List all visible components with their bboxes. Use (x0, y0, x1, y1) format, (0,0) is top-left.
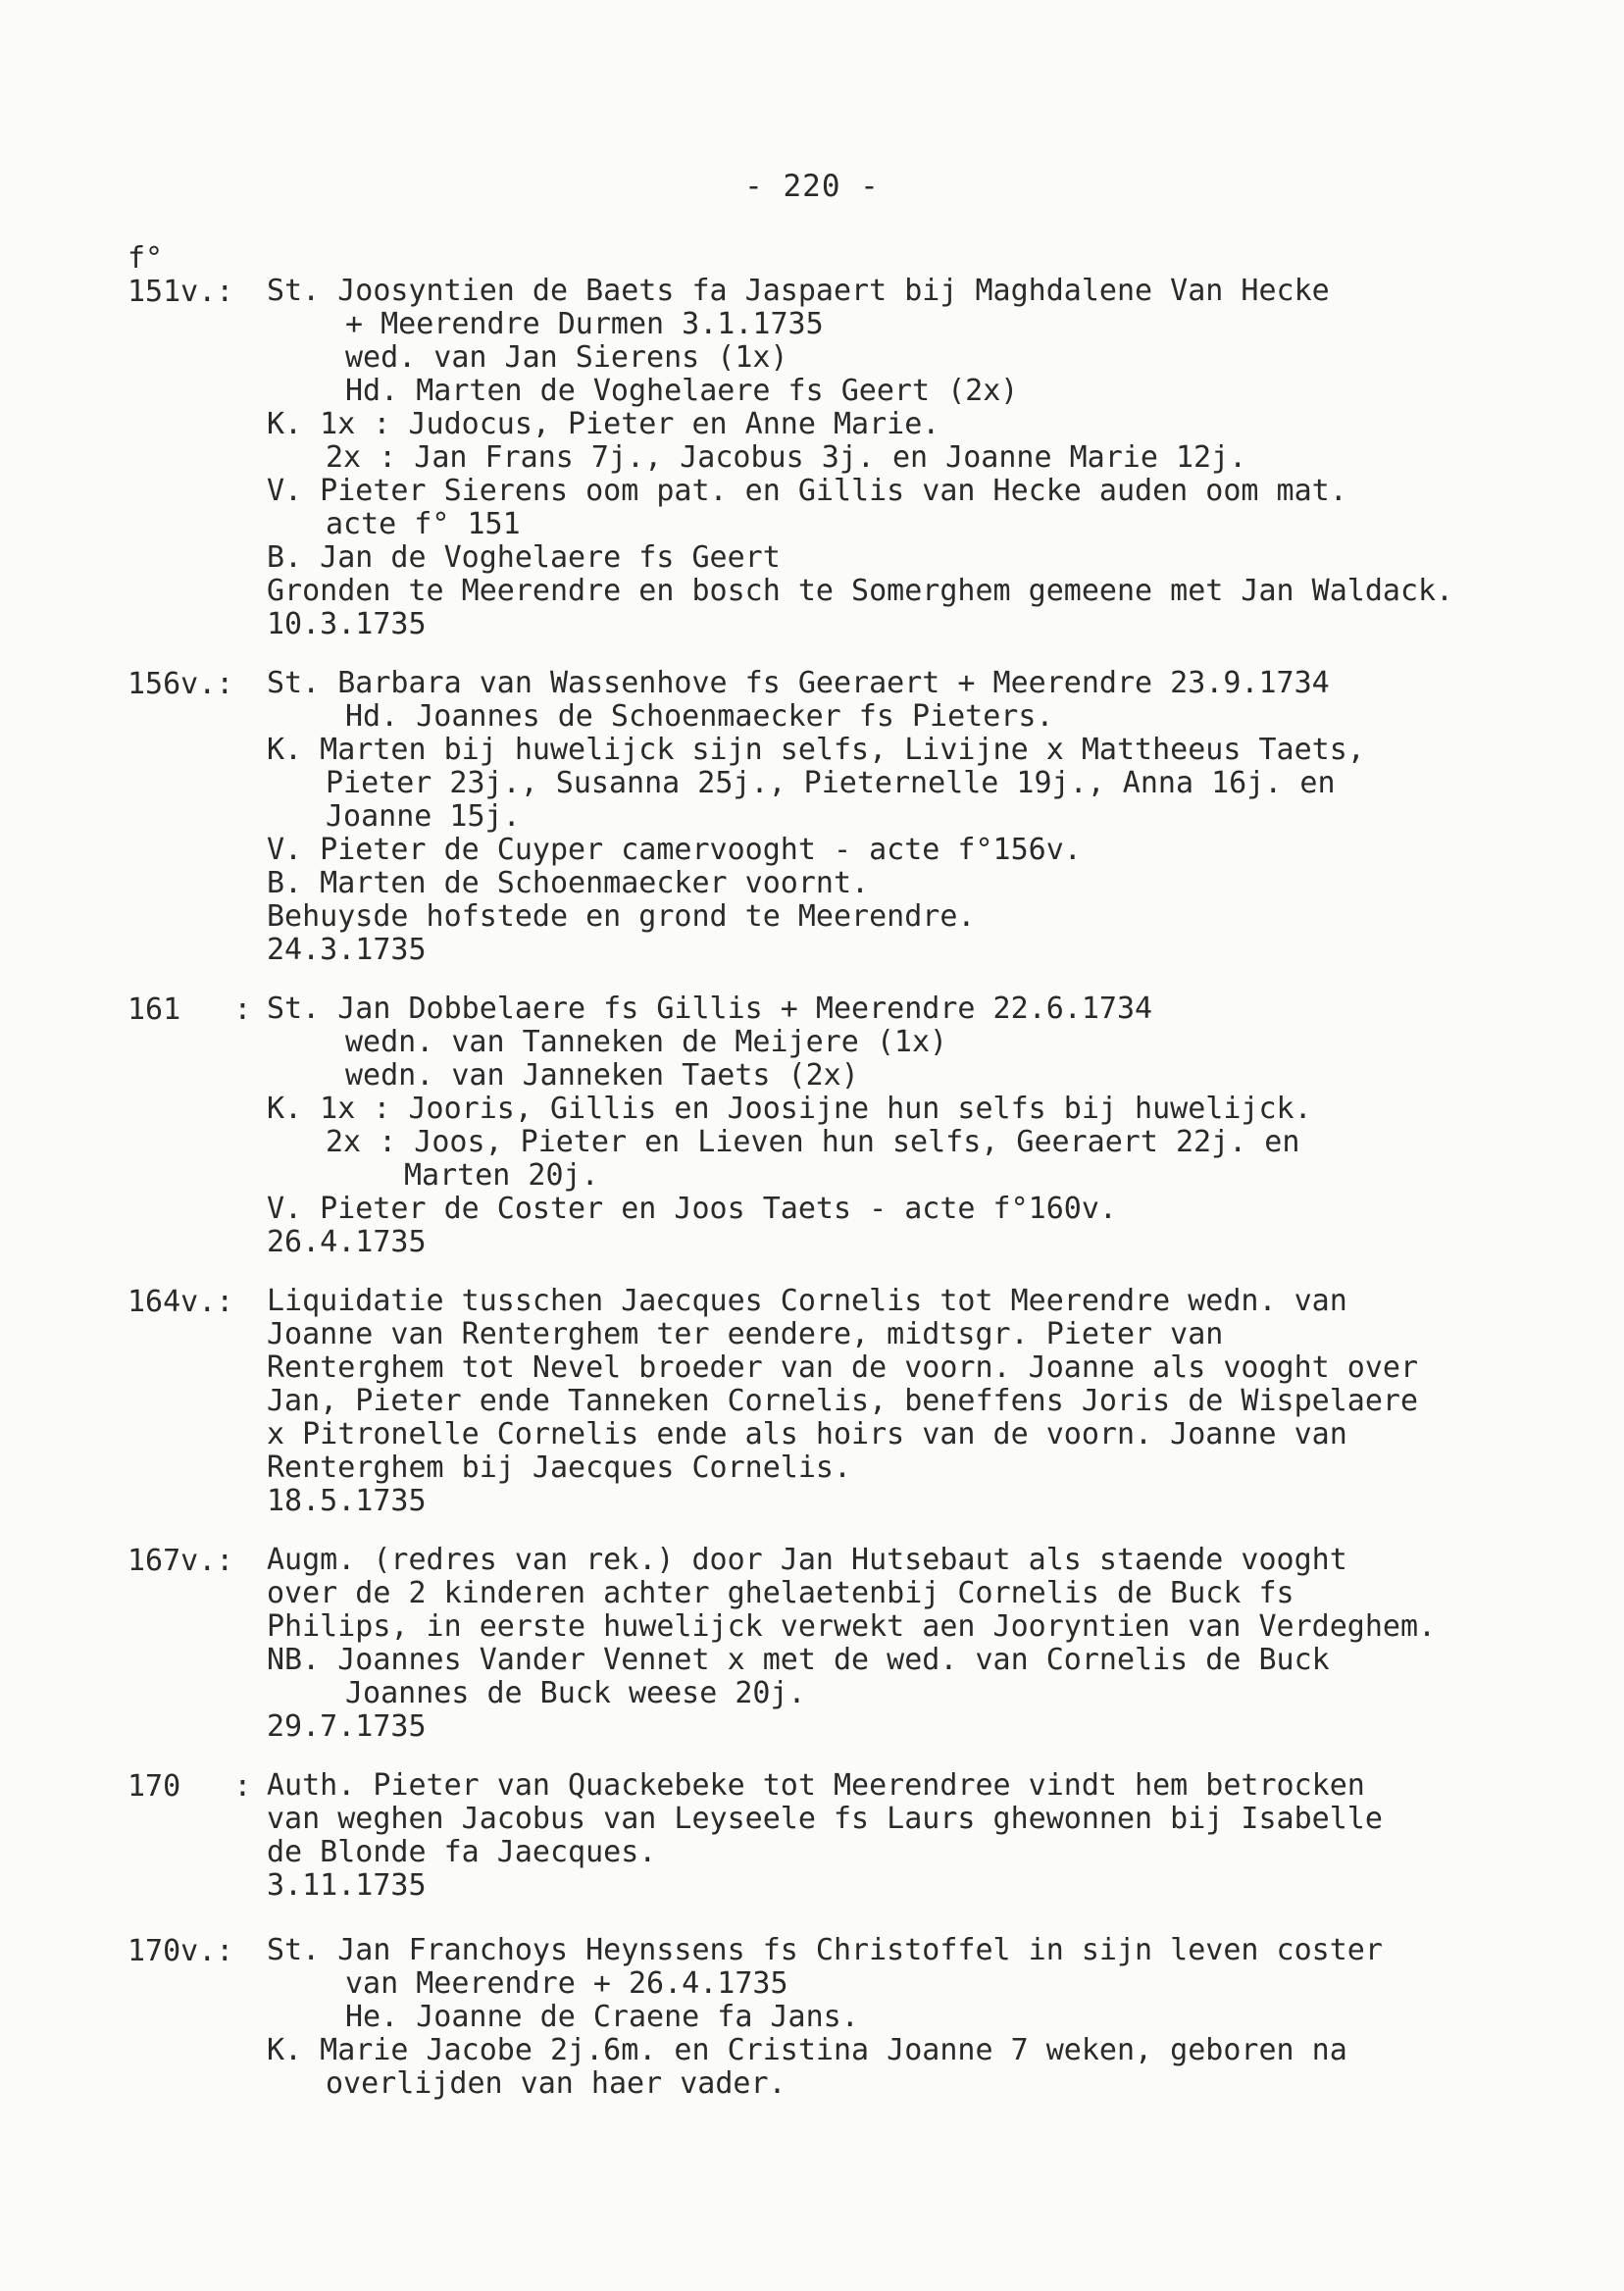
entry-date: 24.3.1735 (267, 933, 427, 967)
entry-date: 26.4.1735 (267, 1225, 427, 1259)
entry-line: B. Marten de Schoenmaecker voornt. (267, 866, 870, 900)
entry-line: Augm. (redres van rek.) door Jan Hutsebaut als staende vooght (267, 1543, 1347, 1577)
entry-text (267, 1934, 1383, 2101)
entry-line: K. 1x : Judocus, Pieter en Anne Marie. (267, 407, 940, 441)
entry-line: acte f° 151 (326, 507, 521, 541)
entry-line: St. Joosyntien de Baets fa Jaspaert bij Maghdalene Van Hecke (267, 274, 1330, 308)
entry-date: 18.5.1735 (267, 1484, 427, 1518)
entry-text (267, 993, 1312, 1259)
entry-line: Gronden te Meerendre en bosch te Somerghem gemeene met Jan Waldack. (267, 574, 1454, 608)
entry-text (267, 1544, 1436, 1744)
entry-line: x Pitronelle Cornelis ende als hoirs van de voorn. Joanne van (267, 1417, 1347, 1451)
entry-line: Hd. Joannes de Schoenmaecker fs Pieters. (345, 699, 1054, 734)
entry-line: V. Pieter de Cuyper camervooght - acte f°156v. (267, 833, 1082, 867)
entry-line: St. Jan Franchoys Heynssens fs Christoffel in sijn leven coster (267, 1933, 1383, 1967)
entry-line: St. Barbara van Wassenhove fs Geeraert + Meerendre 23.9.1734 (267, 666, 1330, 700)
entry-line: Auth. Pieter van Quackebeke tot Meerendree vindt hem betrocken (267, 1768, 1365, 1803)
entry-line: V. Pieter de Coster en Joos Taets - acte f°160v. (267, 1192, 1117, 1226)
entry-line: Pieter 23j., Susanna 25j., Pieternelle 19j., Anna 16j. en (326, 766, 1336, 800)
entry-date: 10.3.1735 (267, 607, 427, 641)
entry-line: wed. van Jan Sierens (1x) (345, 340, 788, 375)
entry-line: de Blonde fa Jaecques. (267, 1835, 657, 1869)
entry-text (267, 275, 1453, 641)
entry-date: 29.7.1735 (267, 1709, 427, 1744)
folio-reference: 164v.: (127, 1285, 234, 1319)
entry-line: B. Jan de Voghelaere fs Geert (267, 540, 781, 575)
entry-line: Jan, Pieter ende Tanneken Cornelis, beneffens Joris de Wispelaere (267, 1384, 1418, 1418)
entry-line: K. Marie Jacobe 2j.6m. en Cristina Joanne 7 weken, geboren na (267, 2033, 1347, 2067)
entry-line: wedn. van Tanneken de Meijere (1x) (345, 1025, 948, 1059)
entry-line: 2x : Jan Frans 7j., Jacobus 3j. en Joanne Marie 12j. (326, 440, 1247, 475)
entry-text (267, 1285, 1418, 1518)
folio-reference: 167v.: (127, 1544, 234, 1578)
entry-line: 2x : Joos, Pieter en Lieven hun selfs, Geeraert 22j. en (326, 1125, 1300, 1159)
entry-line: Joanne van Renterghem ter eendere, midtsgr. Pieter van (267, 1317, 1224, 1351)
folio-reference: 170 : (127, 1769, 252, 1804)
entry-line: K. Marten bij huwelijck sijn selfs, Livijne x Mattheeus Taets, (267, 733, 1365, 767)
entry-line: + Meerendre Durmen 3.1.1735 (345, 307, 824, 341)
entry-line: Philips, in eerste huwelijck verwekt aen Jooryntien van Verdeghem. (267, 1609, 1437, 1644)
entry-line: St. Jan Dobbelaere fs Gillis + Meerendre 22.6.1734 (267, 992, 1153, 1026)
folio-reference: 170v.: (127, 1934, 234, 1968)
entry-date: 3.11.1735 (267, 1868, 427, 1903)
entry-line: Hd. Marten de Voghelaere fs Geert (2x) (345, 374, 1019, 408)
entry-line: Behuysde hofstede en grond te Meerendre. (267, 899, 976, 934)
entry-line: NB. Joannes Vander Vennet x met de wed. van Cornelis de Buck (267, 1643, 1330, 1677)
page-number: - 220 - (744, 169, 880, 204)
entry-line: Renterghem tot Nevel broeder van de voorn. Joanne als vooght over (267, 1350, 1418, 1385)
entry-line: van weghen Jacobus van Leyseele fs Laurs ghewonnen bij Isabelle (267, 1802, 1383, 1836)
folio-reference: 161 : (127, 993, 252, 1027)
entry-line: overlijden van haer vader. (326, 2066, 787, 2101)
entry-line: Renterghem bij Jaecques Cornelis. (267, 1451, 852, 1485)
folio-reference: 156v.: (127, 667, 234, 701)
entry-line: Liquidatie tusschen Jaecques Cornelis tot Meerendre wedn. van (267, 1284, 1347, 1318)
entry-line: Joanne 15j. (326, 799, 521, 834)
entry-line: V. Pieter Sierens oom pat. en Gillis van Hecke auden oom mat. (267, 474, 1347, 508)
entry-line: Joannes de Buck weese 20j. (345, 1676, 806, 1710)
entry-line: He. Joanne de Craene fa Jans. (345, 2000, 859, 2034)
entry-line: K. 1x : Jooris, Gillis en Joosijne hun selfs bij huwelijck. (267, 1092, 1312, 1126)
entry-line: over de 2 kinderen achter ghelaetenbij Cornelis de Buck fs (267, 1576, 1294, 1610)
folio-reference: 151v.: (127, 275, 234, 309)
entry-text (267, 1769, 1383, 1903)
entry-line: Marten 20j. (404, 1158, 599, 1193)
entry-line: wedn. van Janneken Taets (2x) (345, 1058, 859, 1093)
folio-mark: f° (127, 241, 164, 276)
entry-text (267, 667, 1365, 967)
entry-line: van Meerendre + 26.4.1735 (345, 1966, 788, 2001)
